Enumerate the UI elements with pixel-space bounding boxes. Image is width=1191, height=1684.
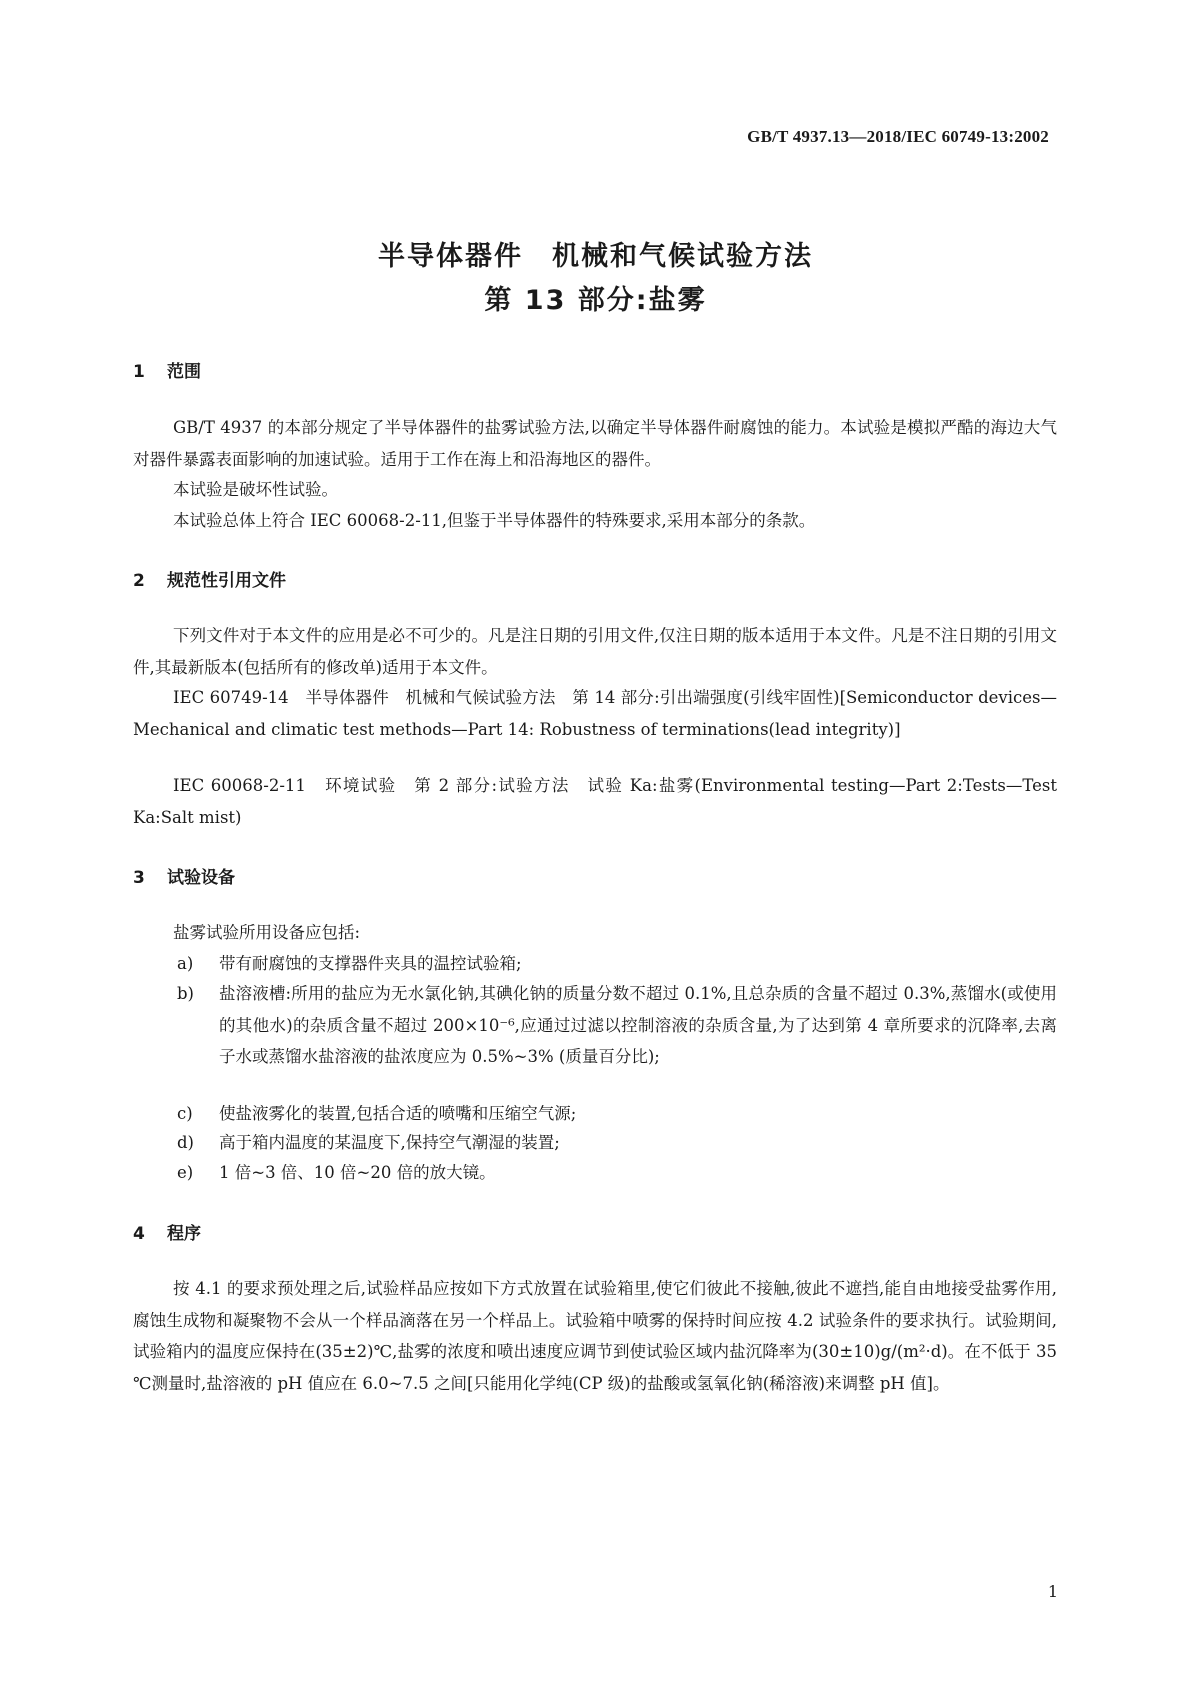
paragraph: 本试验是破坏性试验。	[173, 480, 338, 499]
list-item-text: 高于箱内温度的某温度下,保持空气潮湿的装置;	[219, 1133, 560, 1152]
reference-entry: IEC 60749-14 半导体器件 机械和气候试验方法 第 14 部分:引出端强度(引线牢固性)[Semiconductor devices—Mechanical and climatic test methods—Part 14: Robustness of terminations(lead integrity)]	[133, 688, 1057, 739]
reference-entry: IEC 60068-2-11 环境试验 第 2 部分:试验方法 试验 Ka:盐雾(Environmental testing—Part 2:Tests—Test Ka:Salt mist)	[133, 776, 1057, 827]
paragraph: 本试验总体上符合 IEC 60068-2-11,但鉴于半导体器件的特殊要求,采用本部分的条款。	[173, 511, 816, 530]
list-marker: d)	[177, 1133, 194, 1152]
section-number: 3	[133, 868, 145, 888]
list-item-text: 盐溶液槽:所用的盐应为无水氯化钠,其碘化钠的质量分数不超过 0.1%,且总杂质的含量不超过 0.3%,蒸馏水(或使用的其他水)的杂质含量不超过 200×10⁻⁶,应通过过滤以控制溶液的杂质含量,为了达到第 4 章所要求的沉降率,去离子水或蒸馏水盐溶液的盐浓度应为 0.5%~3% (质量百分比);	[219, 984, 1057, 1066]
standard-code: GB/T 4937.13—2018/IEC 60749-13:2002	[747, 127, 1049, 146]
list-item-text: 1 倍~3 倍、10 倍~20 倍的放大镜。	[219, 1163, 496, 1182]
section-title: 规范性引用文件	[167, 571, 286, 591]
list-item	[177, 1127, 1057, 1159]
section-number: 2	[133, 571, 145, 591]
section-title: 范围	[167, 362, 201, 382]
paragraph: 盐雾试验所用设备应包括:	[173, 923, 361, 942]
list-item	[177, 1157, 1057, 1189]
section-heading-test-apparatus	[133, 863, 235, 888]
document-title-line2: 第 13 部分:盐雾	[484, 285, 707, 316]
list-item-text: 带有耐腐蚀的支撑器件夹具的温控试验箱;	[219, 954, 522, 973]
section-heading-scope	[133, 357, 201, 382]
list-item-text: 使盐液雾化的装置,包括合适的喷嘴和压缩空气源;	[219, 1104, 577, 1123]
paragraph: 下列文件对于本文件的应用是必不可少的。凡是注日期的引用文件,仅注日期的版本适用于本文件。凡是不注日期的引用文件,其最新版本(包括所有的修改单)适用于本文件。	[133, 626, 1057, 677]
section-number: 1	[133, 362, 145, 382]
section-title: 程序	[167, 1224, 201, 1244]
list-item	[177, 1098, 1057, 1130]
list-item	[177, 948, 1057, 980]
list-marker: e)	[177, 1163, 194, 1182]
paragraph: GB/T 4937 的本部分规定了半导体器件的盐雾试验方法,以确定半导体器件耐腐蚀的能力。本试验是模拟严酷的海边大气对器件暴露表面影响的加速试验。适用于工作在海上和沿海地区的器件。	[133, 418, 1057, 469]
section-number: 4	[133, 1224, 145, 1244]
section-heading-normative-references	[133, 566, 286, 591]
page-number: 1	[1047, 1582, 1058, 1601]
list-item	[177, 978, 1057, 1073]
document-title-line1: 半导体器件 机械和气候试验方法	[378, 241, 813, 272]
list-marker: c)	[177, 1104, 193, 1123]
paragraph: 按 4.1 的要求预处理之后,试验样品应按如下方式放置在试验箱里,使它们彼此不接触,彼此不遮挡,能自由地接受盐雾作用,腐蚀生成物和凝聚物不会从一个样品滴落在另一个样品上。试验箱中喷雾的保持时间应按 4.2 试验条件的要求执行。试验期间,试验箱内的温度应保持在(35±2)℃,盐雾的浓度和喷出速度应调节到使试验区域内盐沉降率为(30±10)g/(m²·d)。在不低于 35 ℃测量时,盐溶液的 pH 值应在 6.0~7.5 之间[只能用化学纯(CP 级)的盐酸或氢氧化钠(稀溶液)来调整 pH 值]。	[133, 1279, 1057, 1393]
section-title: 试验设备	[167, 868, 235, 888]
section-heading-procedure	[133, 1219, 201, 1244]
list-marker: a)	[177, 954, 194, 973]
list-marker: b)	[177, 984, 194, 1003]
